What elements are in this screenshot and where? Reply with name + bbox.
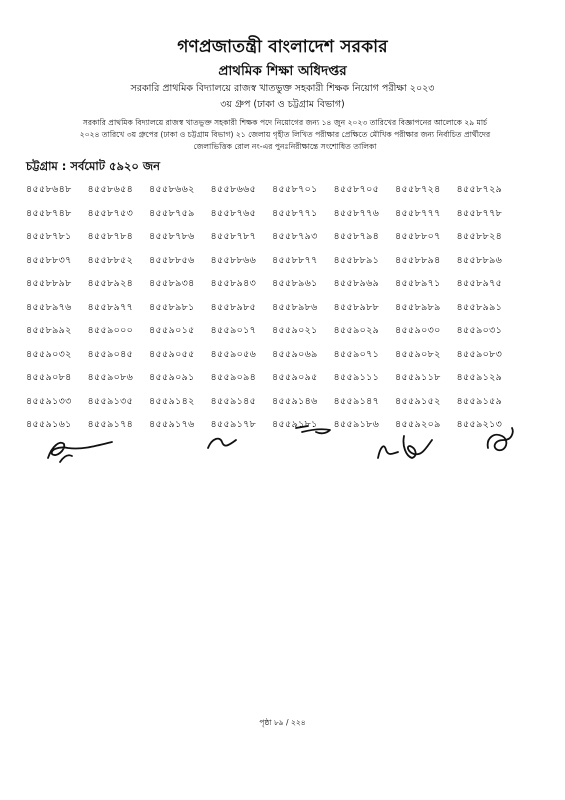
roll-number-cell: ৪৫৫৮৭২৯ [456,184,503,195]
roll-number-cell: ৪৫৫৮৯৮৫ [210,301,257,313]
roll-number-cell: ৪৫৫৮৭৮১ [26,231,72,242]
roll-number-cell: ৪৫৫৯১৮১ [272,419,318,430]
roll-number-cell: ৪৫৫৯১৩৫ [87,395,134,407]
roll-number-cell: ৪৫৫৮৮৬৬ [210,254,257,266]
roll-number-cell: ৪৫৫৮৬৫৪ [87,184,134,195]
roll-number-cell: ৪৫৫৮৯৭৫ [456,278,503,289]
roll-number-cell: ৪৫৫৯১৫৯ [456,395,503,407]
roll-number-cell: ৪৫৫৯০১৭ [210,325,257,336]
roll-number-cell: ৪৫৫৯১১১ [333,372,380,383]
roll-number-cell: ৪৫৫৮৮৯৮ [26,278,72,289]
roll-number-cell: ৪৫৫৯০৯১ [149,372,195,383]
roll-number-cell: ৪৫৫৮৯৭৬ [26,301,72,313]
roll-number-table [24,182,516,441]
roll-number-cell: ৪৫৫৮৭৬৫ [210,207,257,219]
roll-number-cell: ৪৫৫৮৯৯১ [456,301,503,313]
roll-number-cell: ৪৫৫৯০৯৪ [210,372,257,383]
roll-number-cell: ৪৫৫৯১২৯ [456,372,503,383]
roll-number-cell: ৪৫৫৮৯৮৮ [333,301,380,313]
roll-number-cell: ৪৫৫৯০৫৫ [149,348,195,360]
page-number: পৃষ্ঠা ৮৯ / ২২৪ [259,718,306,727]
roll-number-cell: ৪৫৫৮৭৮৭ [210,231,257,242]
roll-number-cell: ৪৫৫৯০৩১ [456,325,503,336]
signature-3 [290,418,340,448]
roll-number-cell: ৪৫৫৮৮৩৭ [26,254,72,266]
department-title: প্রাথমিক শিক্ষা অধিদপ্তর [218,63,347,79]
roll-number-cell: ৪৫৫৯০৯৫ [272,372,318,383]
roll-number-cell: ৪৫৫৯০৭১ [333,348,380,360]
roll-number-cell: ৪৫৫৯০৮৪ [26,372,72,383]
roll-number-cell: ৪৫৫৯০৩০ [395,325,441,336]
roll-number-cell: ৪৫৫৯০৮৩ [456,348,503,360]
roll-number-cell: ৪৫৫৯২০৯ [395,419,441,430]
roll-number-cell: ৪৫৫৮৭৮৬ [149,231,195,242]
roll-number-cell: ৪৫৫৮৭৭১ [272,207,318,219]
roll-number-cell: ৪৫৫৮৭০১ [272,184,318,195]
roll-number-cell: ৪৫৫৮৯৪৩ [210,278,257,289]
roll-number-cell: ৪৫৫৮৬৬৫ [210,184,257,195]
roll-number-cell: ৪৫৫৮৯৭৭ [87,301,134,313]
notice-line: সরকারি প্রাথমিক বিদ্যালয়ে রাজস্ব খাতভুক্ত সহকারী শিক্ষক পদে নিয়োগের জন্য ১৪ জুন ২০২৩ তারিখের বিজ্ঞাপনের আলোকে ২৯ মার্চ [82,118,488,127]
roll-number-cell: ৪৫৫৯০৫৬ [210,348,257,360]
roll-number-cell: ৪৫৫৯০১৫ [149,325,195,336]
signature-5 [478,422,528,462]
roll-number-cell: ৪৫৫৯১৫২ [395,395,441,407]
notice-paragraph [40,117,530,153]
roll-number-cell: ৪৫৫৮৮৫২ [87,254,134,266]
roll-number-cell: ৪৫৫৮৬৬২ [149,184,195,195]
roll-number-cell: ৪৫৫৮৬৪৮ [26,184,72,195]
roll-number-cell: ৪৫৫৮৯৬১ [272,278,318,289]
roll-number-cell: ৪৫৫৯১৪৬ [272,395,318,407]
government-title: গণপ্রজাতন্ত্রী বাংলাদেশ সরকার [177,37,388,57]
roll-number-cell: ৪৫৫৯১৪২ [149,395,195,407]
roll-number-cell: ৪৫৫৯১১৮ [395,372,441,383]
roll-number-cell: ৪৫৫৮৭৯৩ [272,231,318,242]
roll-number-cell: ৪৫৫৮৯৬৯ [333,278,380,289]
roll-number-cell: ৪৫৫৮৭৮৪ [87,231,134,242]
roll-number-cell: ৪৫৫৯০৩২ [26,348,72,360]
roll-number-cell: ৪৫৫৮৮৯১ [333,254,380,266]
roll-number-cell: ৪৫৫৯০৪৫ [87,348,134,360]
roll-number-cell: ৪৫৫৮৮৫৬ [149,254,195,266]
roll-number-cell: ৪৫৫৮৭০৫ [333,184,380,195]
exam-title: সরকারি প্রাথমিক বিদ্যালয়ে রাজস্ব খাতভুক্ত সহকারী শিক্ষক নিয়োগ পরীক্ষা ২০২৩ [130,83,435,94]
roll-number-cell: ৪৫৫৮৯৮৬ [272,301,318,313]
roll-number-cell: ৪৫৫৮৮২৪ [456,231,503,242]
roll-number-cell: ৪৫৫৮৮০৭ [395,231,441,242]
roll-number-cell: ৪৫৫৮৯৮৯ [395,301,441,313]
roll-number-cell: ৪৫৫৮৯৭১ [395,278,441,289]
roll-number-cell: ৪৫৫৮৮৭৭ [272,254,318,266]
notice-line: জেলাভিত্তিক রোল নং-এর পুনঃনিরীক্ষান্তে সংশোধিত তালিকা [193,142,377,151]
roll-number-cell: ৪৫৫৯০২৯ [333,325,380,336]
roll-number-cell: ৪৫৫৮৭৯৪ [333,231,380,242]
roll-number-cell: ৪৫৫৮৯৯২ [26,325,72,336]
roll-number-cell: ৪৫৫৮৮৯৪ [395,254,441,266]
signature-2 [200,428,250,458]
roll-number-cell: ৪৫৫৮৮৯৬ [456,254,503,266]
signature-1 [38,428,118,468]
roll-number-cell: ৪৫৫৯১৮৬ [333,419,380,430]
roll-number-cell: ৪৫৫৮৯৩৪ [149,278,195,289]
roll-number-cell: ৪৫৫৯১৪৫ [210,395,257,407]
roll-number-cell: ৪৫৫৮৭৭৭ [395,207,441,219]
roll-number-cell: ৪৫৫৯০০০ [87,325,134,336]
district-heading: চট্টগ্রাম : সর্বমোট ৫৯২০ জন [26,159,161,173]
roll-number-cell: ৪৫৫৯১৭৮ [210,419,257,430]
group-title: ৩য় গ্রুপ (ঢাকা ও চট্টগ্রাম বিভাগ) [220,99,345,110]
roll-number-cell: ৪৫৫৯০২১ [272,325,318,336]
roll-number-cell: ৪৫৫৯১৬১ [26,419,72,430]
roll-number-cell: ৪৫৫৮৯২৪ [87,278,134,289]
roll-number-cell: ৪৫৫৮৭৫৯ [149,207,195,219]
roll-number-cell: ৪৫৫৮৭২৪ [395,184,441,195]
roll-number-cell: ৪৫৫৮৭৫৩ [87,207,134,219]
roll-number-cell: ৪৫৫৯০৬৯ [272,348,318,360]
roll-number-cell: ৪৫৫৯০৮২ [395,348,441,360]
roll-number-cell: ৪৫৫৮৯৮১ [149,301,195,313]
signature-4 [372,428,442,468]
roll-number-cell: ৪৫৫৯১৭৪ [87,419,134,430]
roll-number-cell: ৪৫৫৯০৮৬ [87,372,134,383]
roll-number-cell: ৪৫৫৮৭৭৮ [456,207,503,219]
roll-number-cell: ৪৫৫৮৭৭৬ [333,207,380,219]
roll-number-cell: ৪৫৫৮৭৪৮ [26,207,72,219]
roll-number-cell: ৪৫৫৯১৭৬ [149,419,195,430]
roll-number-cell: ৪৫৫৯১৩৩ [26,395,72,407]
notice-line: ২০২৪ তারিখে ৩য় গ্রুপের (ঢাকা ও চট্টগ্রাম বিভাগ) ২১ জেলায় গৃহীত লিখিত পরীক্ষার প্রেক্ষিতে মৌখিক পরীক্ষার জন্য নির্বাচিত প্রার্থীদের [79,130,491,139]
roll-number-cell: ৪৫৫৯২১৩ [456,419,503,430]
roll-number-cell: ৪৫৫৯১৪৭ [333,395,380,407]
